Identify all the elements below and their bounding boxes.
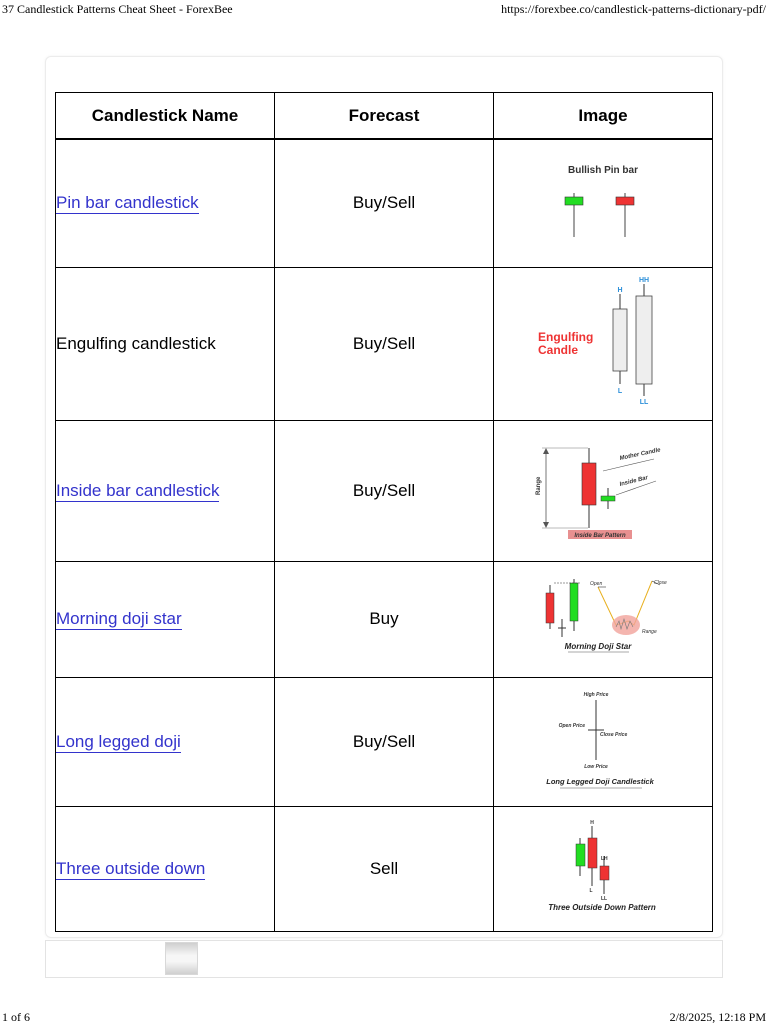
image-label: Range <box>642 628 657 635</box>
print-datetime: 2/8/2025, 12:18 PM <box>669 1010 766 1024</box>
long-legged-doji-image <box>528 684 678 794</box>
forecast-cell: Buy/Sell <box>275 420 494 561</box>
image-label: Inside Bar <box>619 475 649 488</box>
inside-bar-image <box>528 433 678 543</box>
image-cell <box>494 806 713 931</box>
table-header-row <box>56 93 713 140</box>
engulfing-candle <box>636 296 652 384</box>
bull-candle <box>565 197 583 205</box>
forecast-cell: Buy/Sell <box>275 677 494 806</box>
engulfing-image <box>528 276 678 406</box>
image-label: Morning Doji Star <box>564 641 632 651</box>
image-label: Long Legged Doji Candlestick <box>546 777 654 786</box>
bull-candle <box>576 844 585 866</box>
image-label: Three Outside Down Pattern <box>548 903 656 912</box>
table-row <box>56 677 713 806</box>
bull-candle <box>570 583 578 621</box>
table-row <box>56 806 713 931</box>
name-cell <box>56 806 275 931</box>
forecast-cell: Sell <box>275 806 494 931</box>
image-cell <box>494 420 713 561</box>
forecast-cell: Buy/Sell <box>275 139 494 267</box>
image-label: H <box>590 820 594 826</box>
inside-candle <box>601 496 615 501</box>
pin-bar-link[interactable]: Pin bar candlestick <box>56 193 199 213</box>
page-bottom-bar <box>45 940 723 978</box>
image-label: LL <box>600 896 608 902</box>
name-cell <box>56 561 275 677</box>
image-label: Mother Candle <box>619 447 662 462</box>
image-label: Inside Bar Pattern <box>574 533 626 539</box>
bear-candle <box>600 866 609 880</box>
three-outside-down-link[interactable]: Three outside down <box>56 858 206 878</box>
image-label: Engulfing <box>538 330 594 344</box>
page-url: https://forexbee.co/candlestick-patterns-dictionary-pdf/ <box>501 2 766 16</box>
table-row <box>56 420 713 561</box>
engulfing-label: Engulfing candlestick <box>56 333 216 353</box>
page-number: 1 of 6 <box>2 1010 30 1024</box>
bear-candle <box>546 593 554 623</box>
image-cell <box>494 677 713 806</box>
mother-candle <box>582 463 596 505</box>
image-label: Bullish Pin bar <box>567 164 639 176</box>
name-cell <box>56 677 275 806</box>
image-label: Low Price <box>584 764 608 770</box>
pin-bar-image <box>528 151 678 251</box>
table-row <box>56 139 713 267</box>
image-label: L <box>589 888 593 894</box>
image-cell <box>494 561 713 677</box>
image-label: LL <box>639 399 649 406</box>
page-title: 37 Candlestick Patterns Cheat Sheet - ForexBee <box>2 2 233 16</box>
inside-bar-link[interactable]: Inside bar candlestick <box>56 480 220 500</box>
image-cell <box>494 267 713 420</box>
image-label: HH <box>638 277 650 284</box>
bear-candle <box>616 197 634 205</box>
bear-candle <box>588 838 597 868</box>
image-label: L <box>617 388 623 395</box>
candlestick-table <box>55 92 713 932</box>
long-legged-doji-link[interactable]: Long legged doji <box>56 731 181 751</box>
morning-doji-star-link[interactable]: Morning doji star <box>56 609 182 628</box>
image-label: H <box>617 287 623 294</box>
column-header-name: Candlestick Name <box>56 93 275 140</box>
image-label: Open Price <box>558 723 585 729</box>
image-label: Open <box>590 580 603 587</box>
column-header-image: Image <box>494 93 713 140</box>
name-cell <box>56 139 275 267</box>
print-header <box>0 0 768 20</box>
column-header-forecast: Forecast <box>275 93 494 140</box>
image-label: Close Price <box>600 732 628 738</box>
image-label: Range <box>536 476 542 495</box>
name-cell <box>56 420 275 561</box>
image-label: High Price <box>583 692 609 698</box>
image-label: Candle <box>538 343 579 357</box>
small-candle <box>613 309 627 371</box>
table-row <box>56 267 713 420</box>
image-label: Close <box>654 579 667 586</box>
forecast-cell: Buy/Sell <box>275 267 494 420</box>
placeholder-thumbnail <box>165 942 198 975</box>
image-cell <box>494 139 713 267</box>
forecast-cell: Buy <box>275 561 494 677</box>
name-cell <box>56 267 275 420</box>
table-row <box>56 561 713 677</box>
three-outside-down-image <box>528 816 678 916</box>
image-label: LH <box>601 856 608 862</box>
print-footer <box>0 1010 768 1024</box>
morning-doji-star-image <box>528 571 678 663</box>
